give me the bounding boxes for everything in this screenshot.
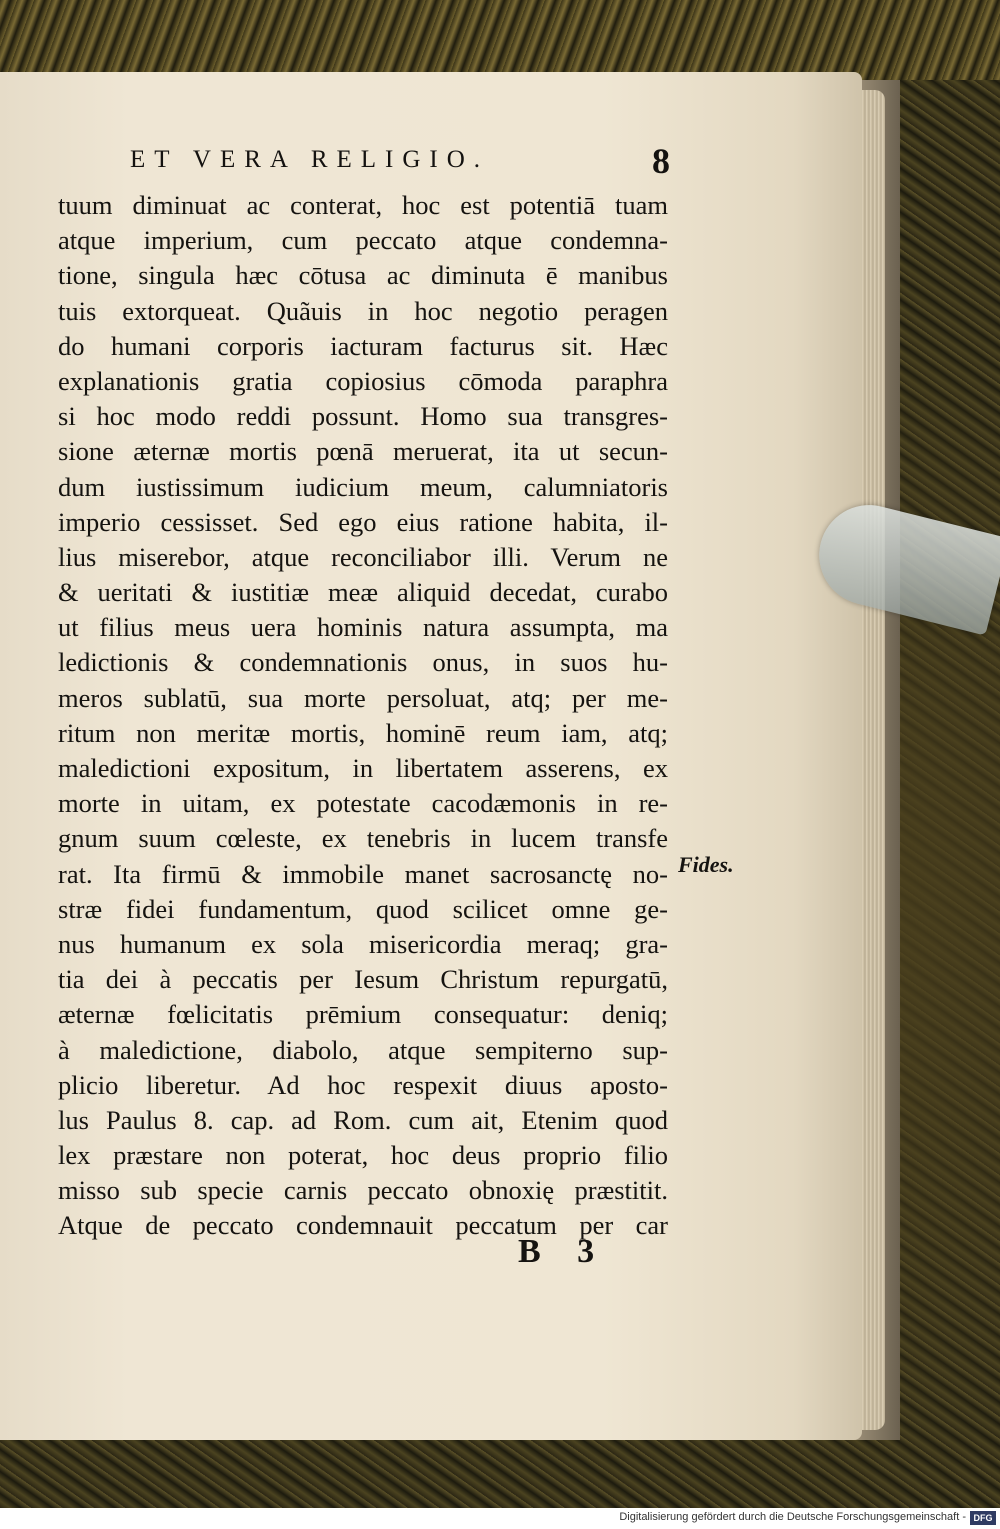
text-line: lex præstare non poterat, hoc deus proprio filio xyxy=(58,1140,668,1171)
text-line: meros sublatū, sua morte persoluat, atq; per me- xyxy=(58,682,668,713)
text-line: ut filius meus uera hominis natura assumpta, ma xyxy=(58,612,668,643)
running-head: ET VERA RELIGIO. xyxy=(130,146,490,173)
footer-bar xyxy=(0,1508,1000,1529)
text-line: lus Paulus 8. cap. ad Rom. cum ait, Etenim quod xyxy=(58,1104,668,1135)
text-line: imperio cessisset. Sed ego eius ratione habita, il- xyxy=(58,506,668,537)
text-line: nus humanum ex sola misericordia meraq; gra- xyxy=(58,928,668,959)
marginal-note: Fides. xyxy=(678,852,734,877)
text-line: æternæ fœlicitatis prēmium consequatur: deniq; xyxy=(58,999,668,1030)
folio-number: 8 xyxy=(652,141,670,181)
text-line: à maledictione, diabolo, atque sempiterno sup- xyxy=(58,1034,668,1065)
dfg-logo: DFG xyxy=(970,1511,996,1525)
text-line: tuum diminuat ac conterat, hoc est potentiā tuam xyxy=(58,190,668,220)
text-line: atque imperium, cum peccato atque condemna- xyxy=(58,225,668,256)
page-header xyxy=(130,140,670,184)
text-line: ledictionis & condemnationis onus, in suos hu- xyxy=(58,647,668,678)
text-line: si hoc modo reddi possunt. Homo sua transgres- xyxy=(58,401,668,432)
text-line: tione, singula hæc cōtusa ac diminuta ē manibus xyxy=(58,260,668,291)
signature-mark: B 3 xyxy=(518,1233,609,1270)
text-line: tuis extorqueat. Quãuis in hoc negotio peragen xyxy=(58,295,668,326)
text-line: sione æternæ mortis pœnā meruerat, ita ut secun- xyxy=(58,436,668,467)
text-line: misso sub specie carnis peccato obnoxię præstitit. xyxy=(58,1175,668,1206)
text-line: plicio liberetur. Ad hoc respexit diuus aposto- xyxy=(58,1069,668,1100)
text-line: Atque de peccato condemnauit peccatum per car xyxy=(58,1210,668,1241)
text-line: lius miserebor, atque reconciliabor illi. Verum ne xyxy=(58,541,668,572)
text-line: maledictioni expositum, in libertatem asserens, ex xyxy=(58,753,668,783)
text-line: explanationis gratia copiosius cōmoda paraphra xyxy=(58,365,668,396)
text-line: dum iustissimum iudicium meum, calumniatoris xyxy=(58,471,668,502)
text-line: & ueritati & iustitiæ meæ aliquid decedat, curabo xyxy=(58,577,668,608)
text-line: rat. Ita firmū & immobile manet sacrosanctę no- xyxy=(58,858,668,889)
text-line: do humani corporis iacturam facturus sit. Hæc xyxy=(58,330,668,361)
text-line: gnum suum cœleste, ex tenebris in lucem transfe xyxy=(58,823,668,854)
text-line: tia dei à peccatis per Iesum Christum repurgatū, xyxy=(58,964,668,995)
text-line: stræ fidei fundamentum, quod scilicet omne ge- xyxy=(58,893,668,924)
funding-credit: Digitalisierung gefördert durch die Deutsche Forschungsgemeinschaft - xyxy=(619,1511,966,1523)
text-line: morte in uitam, ex potestate cacodæmonis in re- xyxy=(58,788,668,819)
marbled-cover xyxy=(0,0,1000,80)
text-line: ritum non meritæ mortis, hominē reum iam, atq; xyxy=(58,717,668,748)
body-text xyxy=(58,188,668,1244)
